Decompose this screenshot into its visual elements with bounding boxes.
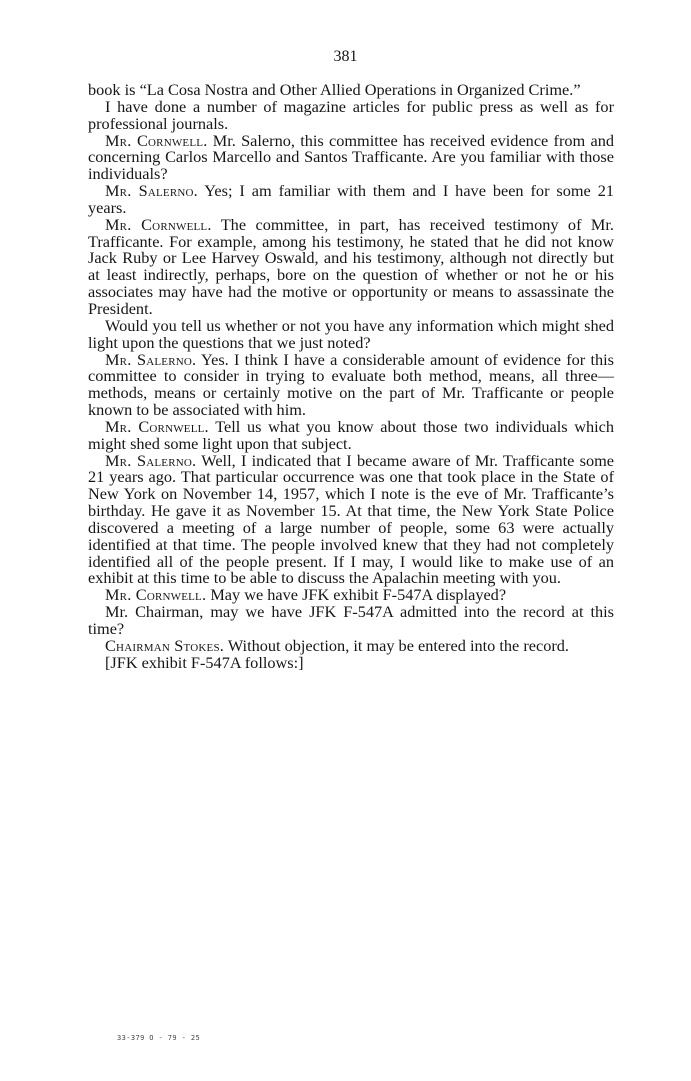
paragraph [88, 130, 615, 184]
paragraph [88, 604, 614, 638]
speaker-name: Chairman Stokes. [105, 635, 225, 655]
paragraph [88, 450, 614, 588]
speaker-name: Mr. Cornwell. [105, 416, 209, 436]
speaker-name: Mr. Cornwell. [105, 214, 212, 234]
paragraph [88, 183, 614, 217]
paragraph-text: book is “La Cosa Nostra and Other Allied Operations in Organized Crime.” [88, 80, 581, 99]
speaker-name: Mr. Cornwell. [105, 130, 208, 150]
paragraph-text: Tell us what you know about those two individuals which might shed some light upon that subject. [88, 416, 615, 453]
speaker-name: Mr. Salerno. [105, 450, 197, 470]
paragraph-text: Would you tell us whether or not you have any information which might shed light upon the questions that we just noted? [88, 315, 614, 352]
paragraph-text: Well, I indicated that I became aware of Mr. Trafficante some 21 years ago. That particular occurrence was one that took place in the State of New York on November 14, 1957, which I note is the eve of Mr. Trafficante’s birthday. He gave it as November 15. At that time, the New York State Police discovered a meeting of a large number of people, some 63 were actually identified at that time. The people involved knew that they had not completely identified all of the people present. If I may, I would like to make use of an exhibit at this time to be able to discuss the Apalachin meeting with you. [88, 450, 614, 588]
page-number: 381 [333, 48, 358, 65]
speaker-name: Mr. Salerno. [105, 181, 198, 201]
paragraph-text: Mr. Salerno, this committee has received evidence from and concerning Carlos Marcello and Santos Trafficante. Are you familiar with those individuals? [88, 130, 615, 184]
speaker-name: Mr. Cornwell. [105, 585, 207, 605]
document-body [88, 82, 614, 672]
print-code-footer: 33-379 O - 79 - 25 [117, 1034, 201, 1042]
paragraph [88, 652, 614, 672]
paragraph [88, 96, 614, 133]
paragraph-text: [JFK exhibit F-547A follows:] [105, 652, 304, 672]
paragraph [88, 315, 614, 352]
paragraph-text: Mr. Chairman, may we have JFK F-547A admitted into the record at this time? [88, 602, 614, 638]
paragraph-text: Yes. I think I have a considerable amount of evidence for this committee to consider in trying to evaluate both method, means, all three—methods, means or certainly motive on the part of Mr. Trafficante or people known to be associated with him. [88, 349, 614, 420]
paragraph-text: Yes; I am familiar with them and I have been for some 21 years. [88, 181, 614, 217]
paragraph-text: May we have JFK exhibit F-547A displayed? [206, 585, 507, 605]
paragraph-text: Without objection, it may be entered into the record. [224, 635, 569, 655]
paragraph [88, 416, 615, 453]
paragraph-text: I have done a number of magazine articles for public press as well as for professional journals. [88, 96, 614, 133]
paragraph-text: The committee, in part, has received testimony of Mr. Trafficante. For example, among his testimony, he stated that he did not know Jack Ruby or Lee Harvey Oswald, and his testimony, although not directly but at least indirectly, perhaps, bore on the question of whether or not he or his associates may have had the motive or opportunity or means to assassinate the President. [88, 214, 614, 318]
speaker-name: Mr. Salerno. [105, 349, 197, 369]
paragraph [88, 214, 614, 318]
paragraph [88, 349, 614, 420]
